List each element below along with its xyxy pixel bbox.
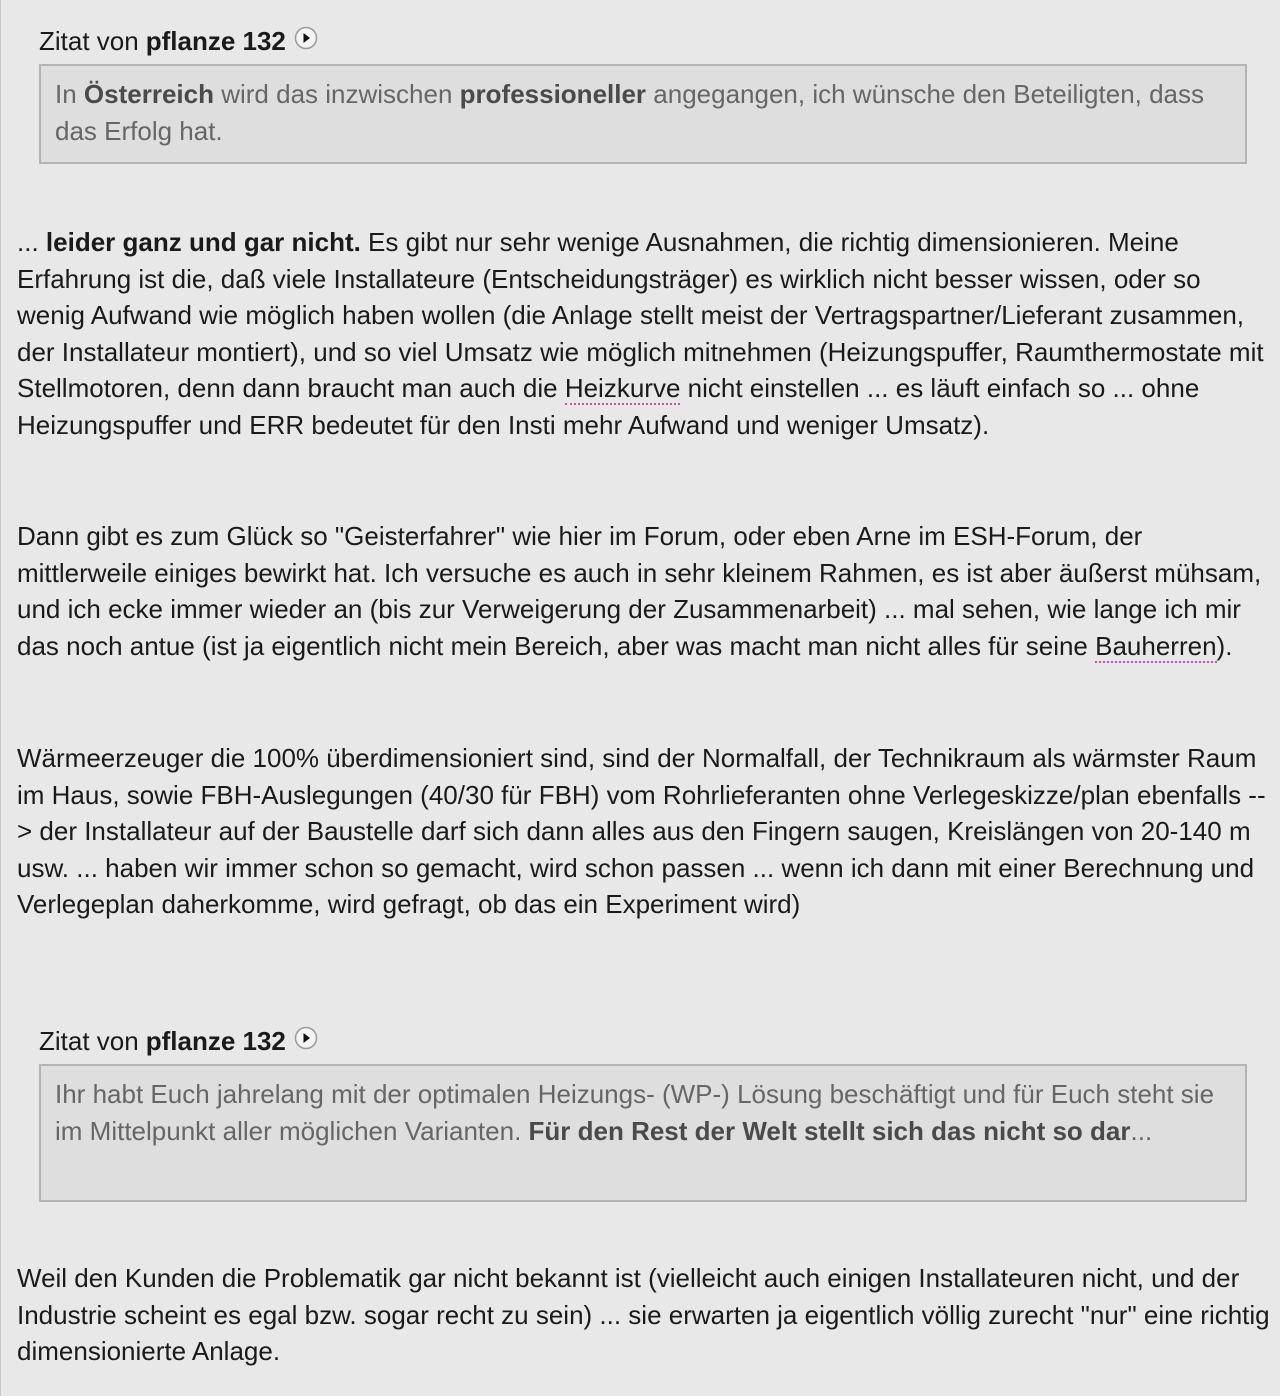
quote-text: ... [1130,1116,1153,1146]
quote-text: Ihr habt Euch jahrelang mit der optimalen Heizungs- (WP-) Lösung beschäftigt und für Euch steht sie im Mittelpunkt aller möglichen Varianten. [55,1079,1215,1146]
paragraph-text: nicht einstellen ... es läuft einfach so ... ohne Heizungspuffer und ERR bedeutet für den Insti mehr Aufwand und weniger Umsatz). [17,373,1200,440]
quote-prefix: Zitat von [39,1026,139,1056]
quote-author[interactable]: pflanze 132 [145,1026,286,1056]
paragraph-bold-text: leider ganz und gar nicht. [45,227,361,257]
quote-body [39,1064,1247,1202]
post-paragraph-4: Weil den Kunden die Problematik gar nicht bekannt ist (vielleicht auch einigen Installateuren nicht, und der Industrie scheint es egal bzw. sogar recht zu sein) ... sie erwarten ja eigentlich völlig zurecht "nur" eine richtig dimensionierte Anlage. [17,1263,1270,1366]
post-paragraph-2 [17,518,1273,664]
quote-text: In [55,79,84,109]
quote-body [39,64,1247,164]
quote-block-2 [39,1026,1247,1202]
quote-header [39,26,1247,56]
quote-bold-text: professioneller [459,79,647,109]
arrow-right-circle-icon[interactable] [294,26,318,50]
arrow-right-circle-icon[interactable] [294,1026,318,1050]
quote-prefix: Zitat von [39,26,139,56]
link-heizkurve[interactable]: Heizkurve [564,373,681,403]
paragraph-text: Es gibt nur sehr wenige Ausnahmen, die richtig dimensionieren. Meine Erfahrung ist die, daß viele Installateure (Entscheidungsträger) es wirklich nicht besser wissen, oder so wenig Aufwand wie möglich haben wollen (die Anlage stellt meist der Vertragspartner/Lieferant zusammen, der Installateur montiert), und so viel Umsatz wie möglich mitnehmen (Heizungspuffer, Raumthermostate mit Stellmotoren, denn dann braucht man auch die [17,227,1264,403]
quote-bold-text: Für den Rest der Welt stellt sich das nicht so dar [528,1116,1131,1146]
post-paragraph-3: Wärmeerzeuger die 100% überdimensioniert sind, sind der Normalfall, der Technikraum als wärmster Raum im Haus, sowie FBH-Auslegungen (40/30 für FBH) vom Rohrlieferanten ohne Verlegeskizze/plan ebenfalls --> der Installateur auf der Baustelle darf sich dann alles aus den Fingern saugen, Kreislängen von 20-140 m usw. ... haben wir immer schon so gemacht, wird schon passen ... wenn ich dann mit einer Berechnung und Verlegeplan daherkomme, wird gefragt, ob das ein Experiment wird) [17,743,1266,919]
paragraph-text: ). [1216,630,1233,661]
quote-block-1 [39,26,1247,164]
quote-author[interactable]: pflanze 132 [145,26,286,56]
quote-text: wird das inzwischen [214,79,460,109]
quote-text: angegangen, ich wünsche den Beteiligten, dass das Erfolg hat. [55,79,1205,146]
quote-header [39,1026,1247,1056]
paragraph-text: Dann gibt es zum Glück so "Geisterfahrer" wie hier im Forum, oder eben Arne im ESH-Forum, der mittlerweile einiges bewirkt hat. Ich versuche es auch in sehr kleinem Rahmen, es ist aber äußerst mühsam, und ich ecke immer wieder an (bis zur Verweigerung der Zusammenarbeit) ... mal sehen, wie lange ich mir das noch antue (ist ja eigentlich nicht mein Bereich, aber was macht man nicht alles für seine [17,521,1262,661]
quote-bold-text: Österreich [83,79,214,109]
link-bauherren[interactable]: Bauherren [1095,630,1217,661]
post-paragraph-1 [17,224,1273,443]
paragraph-text: ... [17,227,46,257]
